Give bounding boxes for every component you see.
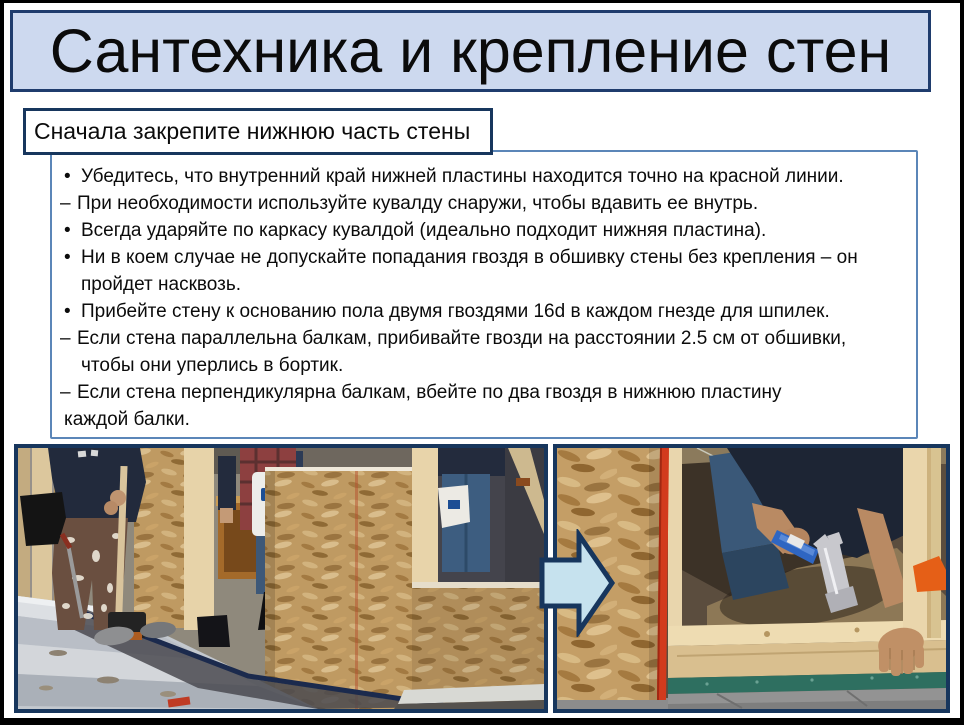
worker-in-jeans: [438, 448, 505, 588]
page-title: Сантехника и крепление стен: [49, 17, 892, 85]
bullet-line: [64, 163, 904, 190]
bright-stud: [184, 448, 214, 630]
bullet-line: [64, 244, 904, 271]
bullet-continuation: [64, 406, 904, 433]
bullet-text: чтобы они уперлись в бортик.: [81, 355, 344, 376]
bullet-text: При необходимости используйте кувалду снаружи, чтобы вдавить ее внутрь.: [77, 193, 759, 214]
bullet-continuation: [64, 271, 904, 298]
slide: [4, 3, 960, 718]
door-jamb-stud: [668, 448, 682, 628]
bullet-marker: •: [64, 166, 71, 187]
left-photo: [14, 444, 548, 713]
title-box: [10, 10, 931, 92]
bullet-marker: •: [64, 220, 71, 241]
bullet-text: Если стена перпендикулярна балкам, вбейте по два гвоздя в нижнюю пластину: [77, 382, 782, 403]
bullet-text: Всегда ударяйте по каркасу кувалдой (идеально подходит нижняя пластина).: [81, 220, 767, 241]
dash-marker: –: [60, 328, 71, 349]
subtitle-label: Сначала закрепите нижнюю часть стены: [34, 118, 471, 144]
bullet-text: пройдет насквозь.: [81, 274, 242, 295]
bullet-text: Ни в коем случае не допускайте попадания гвоздя в обшивку стены без крепления – он: [81, 247, 858, 268]
subtitle-callout: [23, 108, 493, 155]
bullet-text: каждой балки.: [64, 409, 190, 430]
osb-wall-panel-large: [265, 467, 412, 709]
left-photo-illustration: [18, 448, 544, 709]
right-arrow-icon: [538, 529, 616, 637]
bullet-line: [60, 379, 904, 406]
dash-marker: –: [60, 382, 71, 403]
bullet-continuation: [64, 352, 904, 379]
instructions-box: [50, 150, 918, 439]
bullet-line: [64, 217, 904, 244]
bullet-line: [60, 325, 904, 352]
right-arrow-shape: [538, 529, 616, 637]
bullet-marker: •: [64, 247, 71, 268]
dash-marker: –: [60, 193, 71, 214]
right-stud: [903, 448, 941, 638]
panel-edge-stud: [412, 448, 438, 588]
bullet-marker: •: [64, 301, 71, 322]
bullet-line: [64, 298, 904, 325]
bullet-text: Убедитесь, что внутренний край нижней пластины находится точно на красной линии.: [81, 166, 844, 187]
bullet-text: Прибейте стену к основанию пола двумя гвоздями 16d в каждом гнезде для шпилек.: [81, 301, 830, 322]
bullet-text: Если стена параллельна балкам, прибивайте гвозди на расстоянии 2.5 см от обшивки,: [77, 328, 847, 349]
bullet-line: [60, 190, 904, 217]
